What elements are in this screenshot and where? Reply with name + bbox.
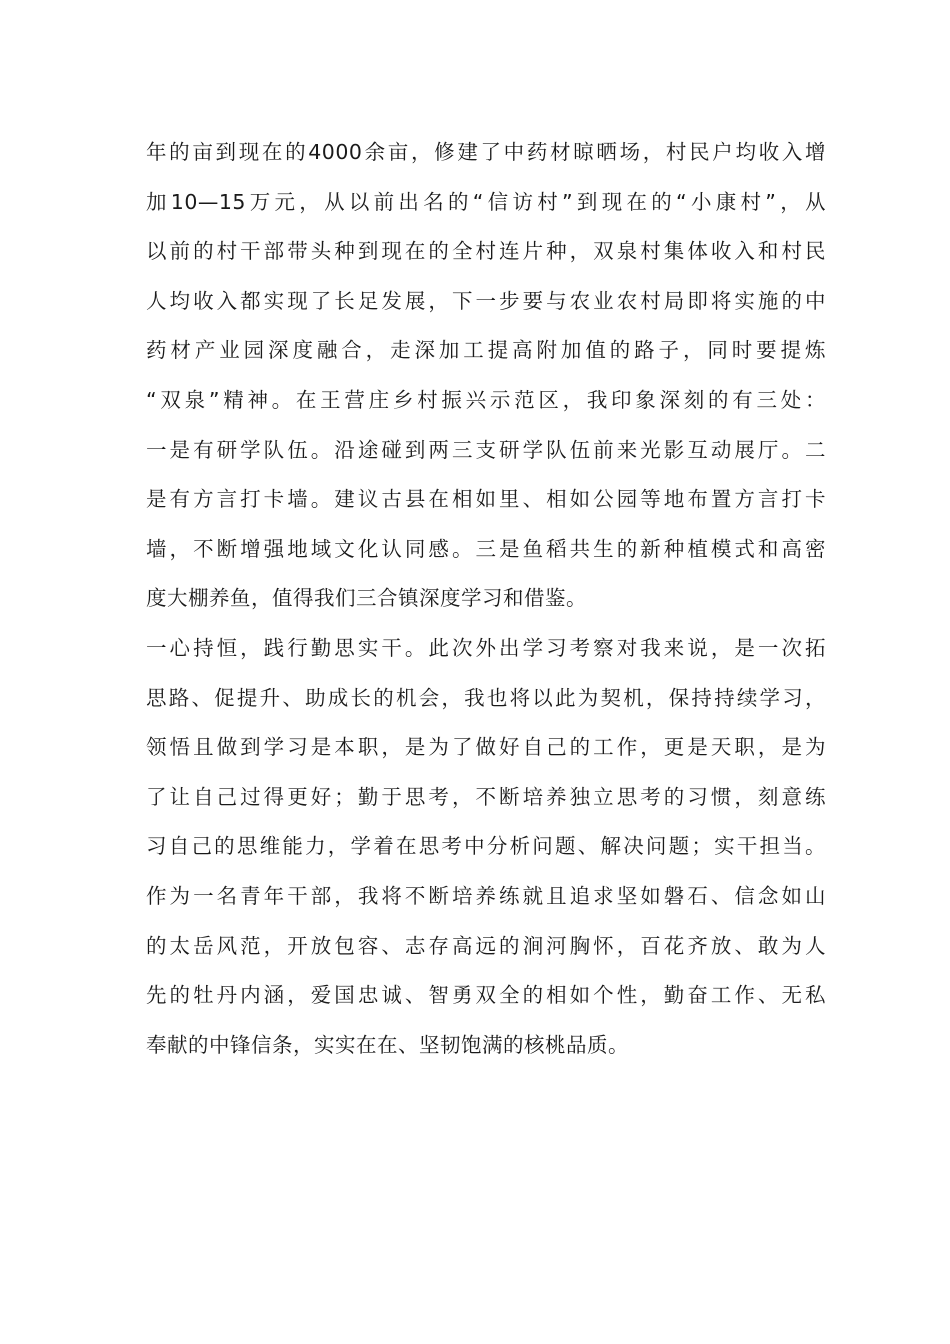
text-line: 度大棚养鱼，值得我们三合镇深度学习和借鉴。 [146,586,587,611]
text-line: 思路、促提升、助成长的机会，我也将以此为契机，保持持续学习， [146,685,826,710]
text-line: 奉献的中锋信条，实实在在、坚韧饱满的核桃品质。 [146,1032,629,1057]
text-line: 习自己的思维能力，学着在思考中分析问题、解决问题；实干担当。 [146,834,826,859]
text-line: 的太岳风范，开放包容、志存高远的涧河胸怀，百花齐放、敢为人 [146,933,826,958]
text-line: 先的牡丹内涵，爱国忠诚、智勇双全的相如个性，勤奋工作、无私 [146,983,826,1008]
text-line: 加10—15万元，从以前出名的“信访村”到现在的“小康村”，从 [146,189,826,214]
text-line: 是有方言打卡墙。建议古县在相如里、相如公园等地布置方言打卡 [146,487,826,512]
text-line: “双泉”精神。在王营庄乡村振兴示范区，我印象深刻的有三处： [146,387,826,412]
body-text [146,128,826,1070]
text-line: 药材产业园深度融合，走深加工提高附加值的路子，同时要提炼 [146,338,826,363]
text-line: 一心持恒，践行勤思实干。此次外出学习考察对我来说，是一次拓 [146,635,826,660]
text-line: 一是有研学队伍。沿途碰到两三支研学队伍前来光影互动展厅。二 [146,437,826,462]
text-line: 人均收入都实现了长足发展，下一步要与农业农村局即将实施的中 [146,288,826,313]
text-line: 墙，不断增强地域文化认同感。三是鱼稻共生的新种植模式和高密 [146,536,826,561]
text-line: 以前的村干部带头种到现在的全村连片种，双泉村集体收入和村民 [146,239,826,264]
text-line: 作为一名青年干部，我将不断培养练就且追求坚如磐石、信念如山 [146,883,826,908]
text-line: 领悟且做到学习是本职，是为了做好自己的工作，更是天职，是为 [146,735,826,760]
text-line: 了让自己过得更好；勤于思考，不断培养独立思考的习惯，刻意练 [146,784,826,809]
text-line: 年的亩到现在的4000余亩，修建了中药材晾晒场，村民户均收入增 [146,140,826,164]
